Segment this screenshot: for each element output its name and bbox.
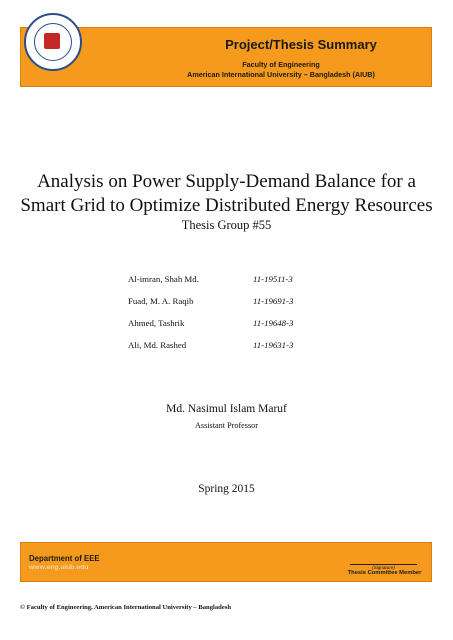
- member-row: [128, 274, 328, 296]
- thesis-title: [0, 170, 453, 218]
- member-list: [128, 274, 328, 362]
- header-university: American International University – Bangladesh (AIUB): [187, 70, 375, 79]
- thesis-group: Thesis Group #55: [181, 218, 272, 232]
- member-name: Fuad, M. A. Raqib: [128, 296, 194, 306]
- member-row: [128, 296, 328, 318]
- member-id: 11-19511-3: [253, 274, 293, 284]
- department-website-link[interactable]: www.eng.aiub.edu: [29, 564, 89, 571]
- seal-ring-icon: [34, 23, 72, 61]
- supervisor-name: Md. Nasimul Islam Maruf: [166, 403, 287, 415]
- signature-role: Thesis Committee Member: [347, 570, 422, 576]
- thesis-title-line-1: Analysis on Power Supply-Demand Balance for a: [37, 171, 416, 192]
- member-id: 11-19631-3: [253, 340, 294, 350]
- copyright-notice: © Faculty of Engineering, American International University – Bangladesh: [20, 604, 231, 611]
- header-title: Project/Thesis Summary: [225, 37, 377, 52]
- department-name: Department of EEE: [29, 554, 100, 563]
- thesis-title-line-2: Smart Grid to Optimize Distributed Energy Resources: [20, 195, 433, 216]
- member-name: Al-imran, Shah Md.: [128, 274, 199, 284]
- header-band: [20, 27, 432, 87]
- supervisor-title: Assistant Professor: [195, 421, 258, 430]
- university-seal-logo: [24, 13, 82, 71]
- member-row: [128, 318, 328, 340]
- signature-caption: (Signature): [372, 565, 395, 570]
- member-name: Ali, Md. Rashed: [128, 340, 187, 350]
- member-name: Ahmed, Tashrik: [128, 318, 185, 328]
- semester: Spring 2015: [198, 483, 255, 495]
- member-id: 11-19648-3: [253, 318, 294, 328]
- member-row: [128, 340, 328, 362]
- footer-band: [20, 542, 432, 582]
- member-id: 11-19691-3: [253, 296, 294, 306]
- header-faculty: Faculty of Engineering: [242, 60, 320, 69]
- seal-emblem-icon: [44, 33, 60, 49]
